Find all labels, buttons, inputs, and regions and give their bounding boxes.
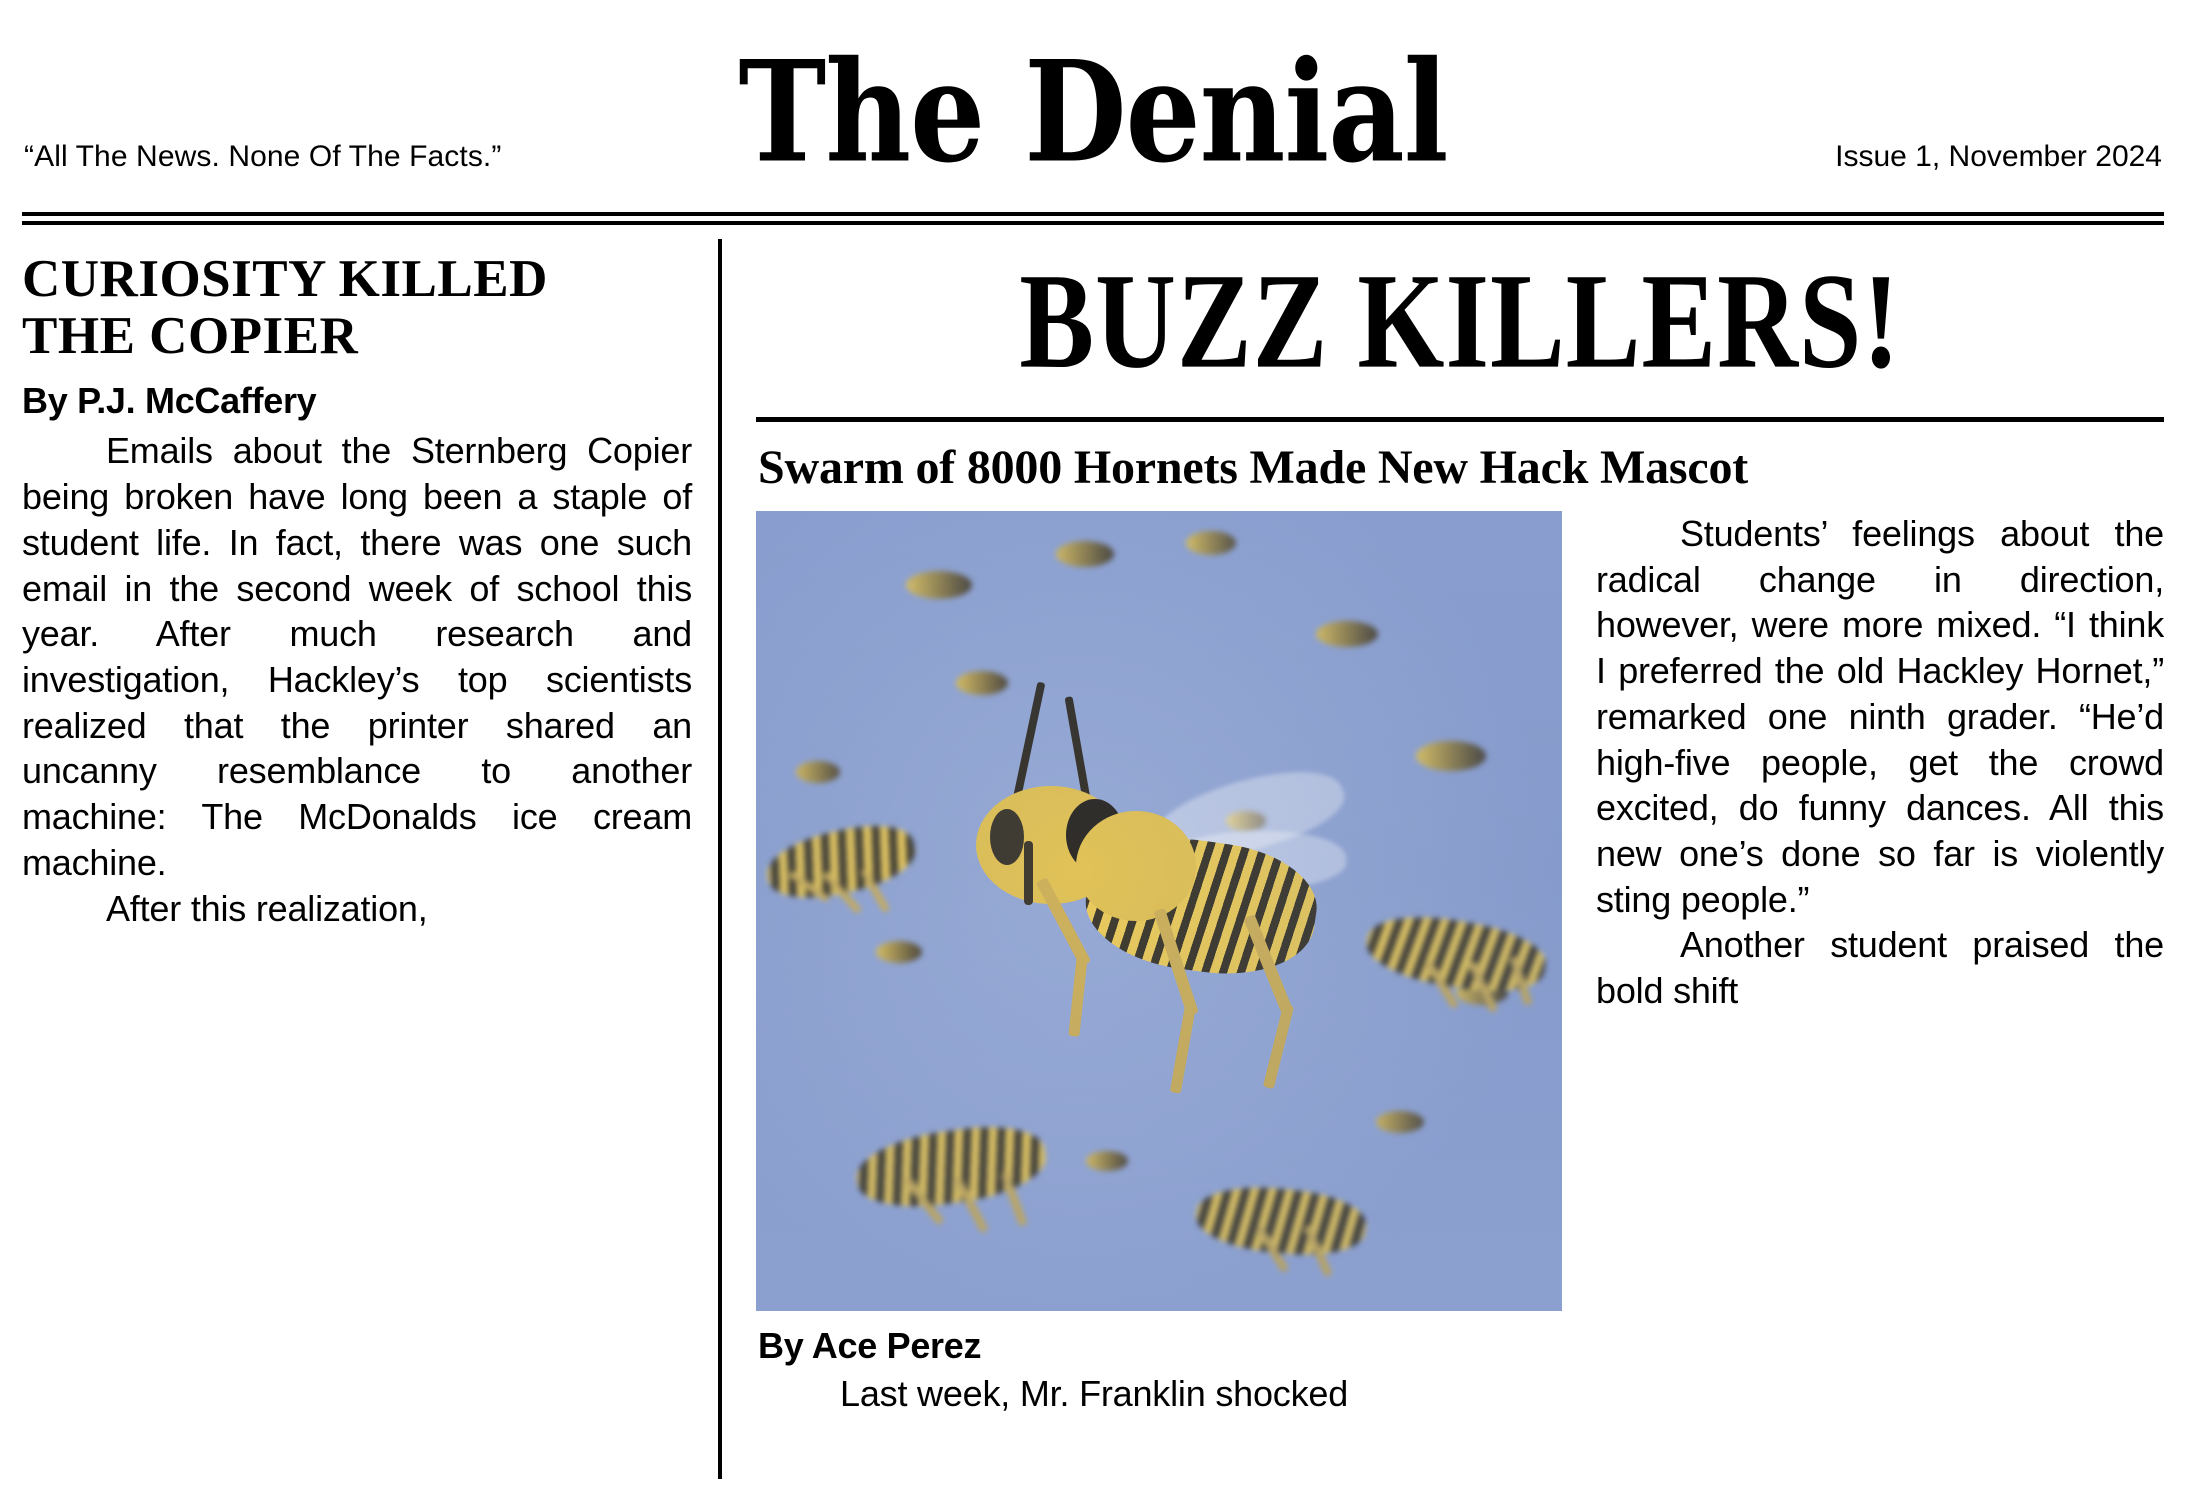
masthead-divider [22,212,2164,225]
hornet-swarm-photo [756,511,1562,1311]
main-article-left-text: Last week, Mr. Franklin shocked [840,1373,1349,1414]
photo-column [756,511,1562,1417]
masthead-meta [22,140,2164,174]
main-subhead: Swarm of 8000 Hornets Made New Hack Mascot [758,441,1749,494]
side-article-paragraph-2: After this realization, [106,887,428,929]
masthead [22,0,2164,212]
tagline: “All The News. None Of The Facts.” [24,140,502,173]
side-headline-line-2: THE COPIER [22,306,359,365]
main-text-column [1596,511,2164,1417]
newspaper-title: The Denial [738,29,1448,194]
side-article-paragraph-1: Emails about the Sternberg Copier being broken have long been a staple of student life. In fact, there was one such email in the second week of school this year. After much research and investigation, Hackley’s top scientists realized that the printer shared an uncanny resemblance to another machine: The McDonalds ice cream machine. [22,430,692,883]
main-article-paragraph-2: Another student praised the bold shift [1596,924,2164,1012]
side-headline-line-1: CURIOSITY KILLED [22,250,548,308]
issue-label: Issue 1, November 2024 [1835,140,2162,173]
side-article-headline [22,251,692,364]
main-article-paragraph-1: Students’ feelings about the radical change in direction, however, were more mixed. “I think I preferred the old Hackley Hornet,” remarked one ninth grader. “He’d high-five people, get the crowd excited, do funny dances. All this new one’s done so far is violently sting people.” [1596,513,2164,920]
main-article-byline: By Ace Perez [758,1325,982,1366]
main-article [722,239,2164,1479]
main-headline: BUZZ KILLERS! [1019,245,1901,398]
side-article-byline: By P.J. McCaffery [22,380,317,422]
headline-divider [756,417,2164,422]
left-column-article [22,239,722,1479]
page-content [22,239,2164,1479]
main-article-body [756,511,2164,1417]
